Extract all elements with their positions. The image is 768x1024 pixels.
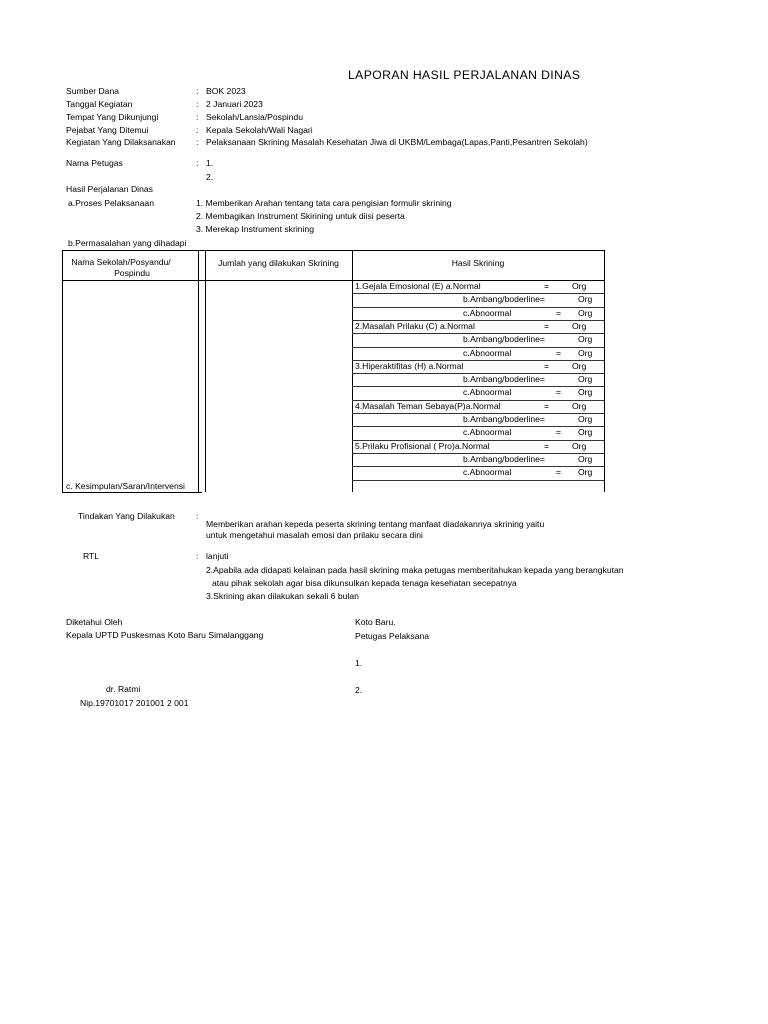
hasil-row-org: Org	[572, 360, 587, 371]
info-label-tanggal: Tanggal Kegiatan	[66, 99, 133, 109]
info-value-tempat: Sekolah/Lansia/Pospindu	[206, 112, 303, 122]
table-header-hasil: Hasil Skrining	[451, 258, 505, 268]
info-value-pejabat: Kepala Sekolah/Wali Nagari	[206, 125, 313, 135]
tindakan-line-2: untuk mengetahui masalah emosi dan prilaku secara dini	[206, 530, 423, 540]
hasil-row-label: c.Abnoormal	[463, 307, 512, 318]
hasil-row-label: 4.Masalah Teman Sebaya(P)a.Normal	[355, 400, 501, 411]
rtl-colon: :	[196, 551, 199, 561]
proses-item-1: 1. Memberikan Arahan tentang tata cara pengisian formulir skrining	[196, 198, 452, 208]
petugas-item-1: 1.	[206, 158, 214, 168]
signature-right-position: Petugas Pelaksana	[355, 631, 430, 641]
table-border-right	[604, 250, 605, 492]
hasil-row-equals: =	[544, 400, 550, 411]
document-title: LAPORAN HASIL PERJALANAN DINAS	[348, 68, 581, 82]
hasil-row-equals: =	[544, 360, 550, 371]
signature-left-name: dr. Ratmi	[106, 684, 141, 694]
tindakan-line-1: Memberikan arahan kepeda peserta skrining tentang manfaat diadakannya skrining yaitu	[206, 519, 545, 529]
hasil-row-org: Org	[578, 307, 593, 318]
proses-label: a.Proses Pelaksanaan	[68, 198, 154, 208]
info-colon: :	[196, 137, 199, 147]
info-colon: :	[196, 112, 199, 122]
kesimpulan-underline	[62, 492, 202, 493]
hasil-row-label: 3.Hiperaktifitas (H) a.Normal	[355, 360, 464, 371]
hasil-row-org: Org	[578, 414, 593, 424]
hasil-row-equals: =	[556, 467, 562, 478]
hasil-row-equals: =	[556, 427, 562, 438]
table-col-sep-3	[352, 250, 353, 492]
hasil-row-equals: =	[544, 281, 550, 291]
signature-right-item-2: 2.	[355, 685, 363, 695]
hasil-row-org: Org	[578, 387, 593, 398]
signature-left-nip: Nip.19701017 201001 2 001	[80, 698, 189, 708]
table-header-nama-line2: Pospindu	[114, 268, 150, 278]
hasil-label: Hasil Perjalanan Dinas	[66, 184, 153, 194]
hasil-row-org: Org	[572, 440, 587, 451]
info-value-tanggal: 2 Januari 2023	[206, 99, 263, 109]
hasil-row-org: Org	[578, 347, 593, 358]
proses-item-3: 3. Merekap Instrument skrining	[196, 224, 314, 234]
rtl-line-1: lanjuti	[206, 551, 229, 561]
signature-left-title: Diketahui Oleh	[66, 617, 123, 627]
info-label-sumber-dana: Sumber Dana	[66, 86, 120, 96]
hasil-row-label: c.Abnoormal	[463, 467, 512, 478]
petugas-item-2: 2.	[206, 172, 214, 182]
info-value-kegiatan: Pelaksanaan Skrining Masalah Kesehatan Jiwa di UKBM/Lembaga(Lapas,Panti,Pesantren Sekolah)	[206, 137, 588, 147]
info-colon: :	[196, 86, 199, 96]
kesimpulan-label: c. Kesimpulan/Saran/Intervensi	[66, 481, 185, 491]
info-colon: :	[196, 99, 199, 109]
hasil-row-label: c.Abnoormal	[463, 427, 512, 438]
hasil-row-equals: =	[544, 440, 550, 451]
hasil-row-label: b.Ambang/boderline=	[463, 294, 545, 305]
petugas-colon: :	[196, 158, 199, 168]
hasil-row-org: Org	[572, 281, 587, 291]
tindakan-colon: :	[196, 511, 199, 521]
info-label-pejabat: Pejabat Yang Ditemui	[66, 125, 149, 135]
hasil-row-equals: =	[556, 387, 562, 398]
hasil-row-equals: =	[544, 320, 550, 331]
hasil-row-equals: =	[556, 347, 562, 358]
rtl-label: RTL	[83, 551, 100, 561]
info-colon: :	[196, 125, 199, 135]
info-value-sumber-dana: BOK 2023	[206, 86, 246, 96]
hasil-row-org: Org	[578, 467, 593, 478]
rtl-line-4: 3.Skrining akan dilakukan sekali 6 bulan	[206, 591, 359, 601]
hasil-row-label: c.Abnoormal	[463, 387, 512, 398]
signature-left-position: Kepala UPTD Puskesmas Koto Baru Simalanggang	[66, 630, 264, 640]
table-header-divider	[62, 280, 604, 281]
petugas-label: Nama Petugas	[66, 158, 123, 168]
hasil-row-label: b.Ambang/boderline=	[463, 374, 545, 385]
hasil-row-equals: =	[556, 307, 562, 318]
table-border-top	[62, 250, 604, 251]
table-header-jumlah: Jumlah yang dilakukan Skrining	[218, 258, 339, 268]
hasil-row-label: 5.Prilaku Profisional ( Pro)a.Normal	[355, 440, 490, 451]
rtl-line-3: atau pihak sekolah agar bisa dikunsulkan kepada tenaga kesehatan secepatnya	[212, 578, 517, 588]
table-header-nama-line1: Nama Sekolah/Posyandu/	[71, 257, 171, 267]
hasil-row-label: 1.Gejala Emosional (E) a.Normal	[355, 281, 481, 291]
hasil-row-org: Org	[578, 334, 593, 345]
hasil-row-label: c.Abnoormal	[463, 347, 512, 358]
info-label-kegiatan: Kegiatan Yang Dilaksanakan	[66, 137, 176, 147]
hasil-row-org: Org	[578, 453, 593, 464]
table-col-sep-2	[205, 250, 206, 492]
hasil-row-separator	[352, 480, 604, 481]
hasil-row-label: b.Ambang/boderline=	[463, 453, 545, 464]
hasil-row-org: Org	[572, 320, 587, 331]
signature-right-place: Koto Baru.	[355, 617, 396, 627]
hasil-row-label: 2.Masalah Prilaku (C) a.Normal	[355, 320, 475, 331]
hasil-row-org: Org	[578, 374, 593, 385]
proses-item-2: 2. Membagikan Instrument Skirining untuk diisi peserta	[196, 211, 405, 221]
permasalahan-label: b.Permasalahan yang dihadapi	[68, 238, 187, 248]
table-col-sep-1	[198, 250, 199, 492]
table-border-left	[62, 250, 63, 492]
hasil-row-org: Org	[578, 294, 593, 305]
hasil-row-org: Org	[572, 400, 587, 411]
hasil-row-label: b.Ambang/boderline=	[463, 414, 545, 424]
info-label-tempat: Tempat Yang Dikunjungi	[66, 112, 159, 122]
tindakan-label: Tindakan Yang Dilakukan	[78, 511, 175, 521]
signature-right-item-1: 1.	[355, 658, 363, 668]
rtl-line-2: 2.Apabila ada didapati kelainan pada hasil skrining maka petugas memberitahukan kepada yang berangkutan	[206, 565, 624, 575]
hasil-row-org: Org	[578, 427, 593, 438]
hasil-row-label: b.Ambang/boderline=	[463, 334, 545, 345]
